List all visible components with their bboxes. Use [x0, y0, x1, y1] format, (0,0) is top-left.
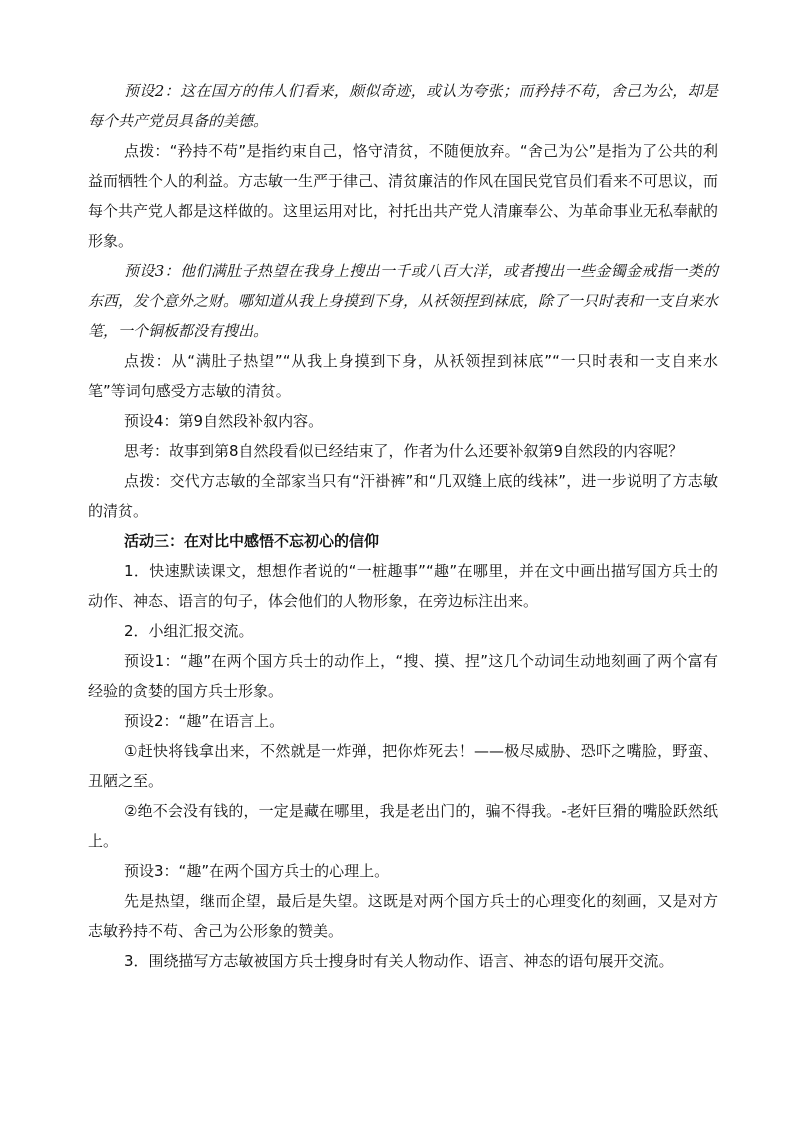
paragraph-act-preset-2: 预设2：“趣”在语言上。: [124, 712, 285, 730]
paragraph-act-preset-3: 预设3：“趣”在两个国方兵士的心理上。: [124, 862, 390, 880]
paragraph-hint-1: 点拨：“矜持不苟”是指约束自己，恪守清贫，不随便放弃。“舍己为公”是指为了公共的利益而牺牲个人的利益。方志敏一生严于律己、清贫廉洁的作风在国民党官员们看来不可思议，而每个共产党人都是这样做的。这里运用对比，衬托出共产党人清廉奉公、为革命事业无私奉献的形象。: [88, 142, 719, 250]
paragraph-act-preset-1: 预设1：“趣”在两个国方兵士的动作上，“搜、摸、捏”这几个动词生动地刻画了两个富有经验的贪婪的国方兵士形象。: [88, 652, 718, 700]
paragraph-hint-2: 点拨：从“满肚子热望”“从我上身摸到下身，从袄领捏到袜底”“一只时表和一支自来水笔”等词句感受方志敏的清贫。: [88, 352, 718, 400]
paragraph-hint-3: 点拨：交代方志敏的全部家当只有“汗褂裤”和“几双缝上底的线袜”，进一步说明了方志敏的清贫。: [88, 472, 718, 520]
document-page: [88, 76, 718, 976]
paragraph-quote-2: ②绝不会没有钱的，一定是藏在哪里，我是老出门的，骗不得我。-老奸巨猾的嘴脸跃然纸上。: [88, 802, 718, 850]
paragraph-preset-2: 预设2：这在国方的伟人们看来，颇似奇迹，或认为夸张；而矜持不苟，舍己为公，却是每个共产党员具备的美德。: [88, 82, 718, 130]
paragraph-step-1: 1．快速默读课文，想想作者说的“一桩趣事”“趣”在哪里，并在文中画出描写国方兵士的动作、神态、语言的句子，体会他们的人物形象，在旁边标注出来。: [88, 562, 718, 610]
paragraph-question: 思考：故事到第8自然段看似已经结束了，作者为什么还要补叙第9自然段的内容呢？: [124, 442, 684, 460]
paragraph-preset-4: 预设4：第9自然段补叙内容。: [124, 412, 324, 430]
paragraph-step-2: 2．小组汇报交流。: [124, 622, 254, 640]
paragraph-psychology: 先是热望，继而企望，最后是失望。这既是对两个国方兵士的心理变化的刻画，又是对方志敏矜持不苟、舍己为公形象的赞美。: [88, 892, 718, 940]
paragraph-quote-1: ①赶快将钱拿出来，不然就是一炸弹，把你炸死去！——极尽威胁、恐吓之嘴脸，野蛮、丑陋之至。: [88, 742, 718, 790]
paragraph-preset-3: 预设3：他们满肚子热望在我身上搜出一千或八百大洋，或者搜出一些金镯金戒指一类的东西，发个意外之财。哪知道从我上身摸到下身，从袄领捏到袜底，除了一只时表和一支自来水笔，一个铜板都没有搜出。: [88, 262, 719, 340]
paragraph-step-3: 3．围绕描写方志敏被国方兵士搜身时有关人物动作、语言、神态的语句展开交流。: [124, 952, 674, 970]
section-heading: 活动三：在对比中感悟不忘初心的信仰: [124, 532, 380, 550]
